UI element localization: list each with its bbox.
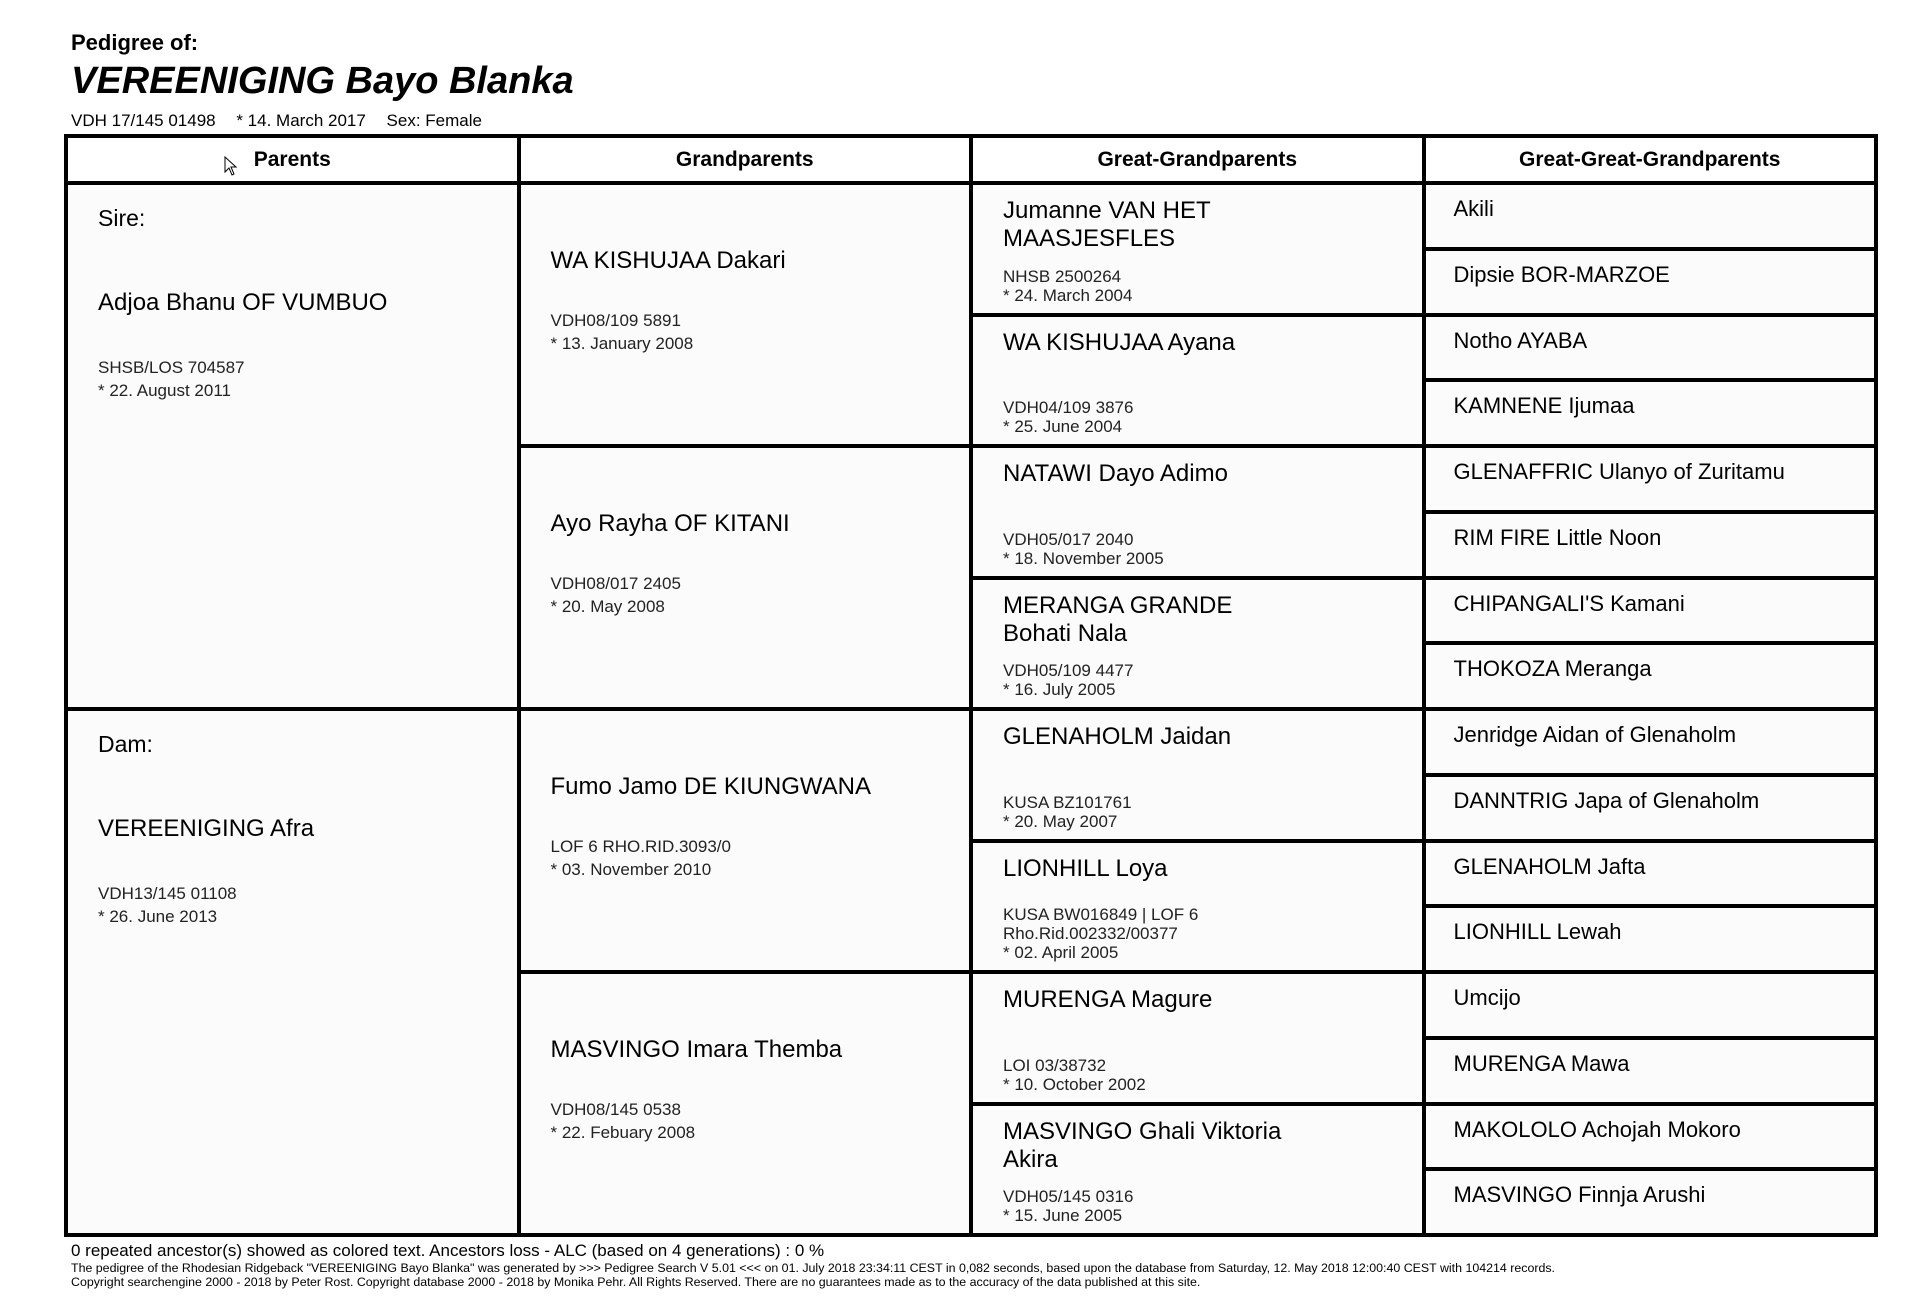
registration-number: VDH04/109 3876 [1003,398,1134,417]
registration-number: VDH05/145 0316 [1003,1187,1134,1206]
registration-number: LOF 6 RHO.RID.3093/0 [550,837,731,856]
registration-number: VDH08/017 2405 [550,574,681,593]
dog-details [1003,267,1272,305]
dog-name[interactable]: MASVINGO Imara Themba [550,1036,843,1063]
dog-name[interactable]: Fumo Jamo DE KIUNGWANA [550,773,871,800]
parent-label: Dam: [98,731,153,757]
great-great-grandparent-cell [1426,1106,1875,1168]
registration-number: KUSA BZ101761 [1003,792,1132,812]
great-grandparent-cell [973,711,1422,839]
great-grandparent-cell [973,185,1422,313]
great-great-grandparent-cell [1426,382,1875,444]
dog-name[interactable]: Dipsie BOR-MARZOE [1453,261,1670,287]
dog-name[interactable]: NATAWI Dayo Adimo [1003,460,1228,487]
great-great-grandparent-cell [1426,185,1875,247]
dog-name[interactable]: LIONHILL Loya [1003,854,1168,882]
column-header [68,138,517,181]
parent-label: Sire: [98,205,146,231]
dog-details [1003,905,1272,962]
dam-cell [68,711,517,1233]
dog-name[interactable]: LIONHILL Lewah [1453,919,1622,945]
dog-details [1003,530,1272,568]
dog-name[interactable]: MASVINGO Finnja Arushi [1453,1182,1706,1208]
column-header-label: Great-Grandparents [1097,147,1298,171]
dog-name[interactable]: MASVINGO Ghali Viktoria Akira [1003,1117,1282,1173]
registration-number: VDH08/145 0538 [550,1100,681,1119]
great-great-grandparent-cell [1426,317,1875,379]
birth-date: * 22. August 2011 [98,381,231,400]
great-great-grandparent-cell [1426,1040,1875,1102]
registration-number: VDH08/109 5891 [550,311,681,330]
dog-name[interactable]: GLENAHOLM Jafta [1453,853,1646,879]
dog-name[interactable]: CHIPANGALI'S Kamani [1453,590,1685,616]
dog-name[interactable]: THOKOZA Meranga [1453,656,1652,682]
sex: Sex: Female [386,111,482,130]
birth-date: * 20. May 2007 [1003,811,1118,831]
birth-date: * 03. November 2010 [550,860,712,879]
dog-name[interactable]: GLENAFFRIC Ulanyo of Zuritamu [1453,459,1785,484]
birth-date: * 20. May 2008 [550,597,665,616]
dog-name[interactable]: Ayo Rayha OF KITANI [550,510,790,537]
birth-date: * 24. March 2004 [1003,285,1133,305]
registration-number: LOI 03/38732 [1003,1055,1107,1075]
column-header-label: Grandparents [675,147,814,171]
birth-date: * 13. January 2008 [550,334,694,353]
grandparent-cell [521,448,970,707]
great-grandparent-cell [973,1106,1422,1234]
birth-date: * 10. October 2002 [1003,1074,1146,1094]
dog-name[interactable]: Adjoa Bhanu OF VUMBUO [98,289,388,316]
dog-name[interactable]: Akili [1453,196,1494,221]
great-great-grandparent-cell [1426,514,1875,576]
dog-details [1003,398,1272,436]
pedigree-label: Pedigree of: [71,30,199,55]
dog-name[interactable]: WA KISHUJAA Ayana [1003,328,1236,356]
page-title: VEREENIGING Bayo Blanka [71,60,574,102]
birth-date: * 02. April 2005 [1003,943,1119,962]
column-header-label: Parents [254,148,331,172]
great-great-grandparent-cell [1426,580,1875,642]
ancestor-summary: 0 repeated ancestor(s) showed as colored text. Ancestors loss - ALC (based on 4 generations) : 0 % [71,1241,825,1260]
registration-number: KUSA BW016849 | LOF 6 Rho.Rid.002332/00377 [1003,905,1199,943]
great-great-grandparent-cell [1426,251,1875,313]
birth-date: * 18. November 2005 [1003,548,1164,568]
copyright: Copyright searchengine 2000 - 2018 by Peter Rost. Copyright database 2000 - 2018 by Monika Pehr. All Rights Reserved. There are no guarantees made as to the accuracy of the data published at this site. [71,1275,1201,1289]
registration-number: SHSB/LOS 704587 [98,358,245,377]
dog-name[interactable]: RIM FIRE Little Noon [1453,524,1662,550]
dog-name[interactable]: MERANGA GRANDE Bohati Nala [1003,591,1233,647]
great-great-grandparent-cell [1426,711,1875,773]
birth-date: * 22. Febuary 2008 [550,1123,696,1142]
dog-name[interactable]: Notho AYABA [1453,327,1588,353]
great-great-grandparent-cell [1426,645,1875,707]
dog-name[interactable]: Umcijo [1453,985,1521,1010]
dog-details [1003,1187,1272,1225]
dog-meta [71,111,498,131]
great-great-grandparent-cell [1426,974,1875,1036]
birth-date: * 16. July 2005 [1003,680,1116,699]
registration-number: VDH05/017 2040 [1003,529,1134,549]
dog-details [1003,793,1272,831]
dog-name[interactable]: DANNTRIG Japa of Glenaholm [1453,787,1760,813]
pedigree-table [64,134,1878,1237]
dog-name[interactable]: VEREENIGING Afra [98,815,315,842]
great-great-grandparent-cell [1426,448,1875,510]
great-great-grandparent-cell [1426,777,1875,839]
great-grandparent-cell [973,843,1422,971]
grandparent-cell [521,711,970,970]
mouse-cursor-icon [224,156,238,182]
great-grandparent-cell [973,317,1422,445]
column-header [973,138,1422,181]
registration-number: VDH05/109 4477 [1003,661,1134,680]
dog-name[interactable]: MURENGA Mawa [1453,1050,1630,1076]
great-great-grandparent-cell [1426,843,1875,905]
dog-details [1003,661,1272,699]
great-grandparent-cell [973,448,1422,576]
great-great-grandparent-cell [1426,908,1875,970]
birth-date: * 26. June 2013 [98,907,218,926]
dog-name[interactable]: WA KISHUJAA Dakari [550,247,786,274]
great-grandparent-cell [973,580,1422,708]
dog-name[interactable]: MURENGA Magure [1003,986,1213,1013]
column-header-label: Great-Great-Grandparents [1519,147,1781,171]
birth-date: * 14. March 2017 [236,111,366,130]
dog-name[interactable]: Jumanne VAN HET MAASJESFLES [1003,197,1211,252]
birth-date: * 25. June 2004 [1003,417,1123,436]
dog-details [1003,1056,1272,1094]
great-grandparent-cell [973,974,1422,1102]
registration-number: VDH13/145 01108 [98,884,237,903]
dog-name[interactable]: GLENAHOLM Jaidan [1003,723,1232,750]
column-header [521,138,970,181]
birth-date: * 15. June 2005 [1003,1206,1123,1225]
grandparent-cell [521,185,970,444]
great-great-grandparent-cell [1426,1171,1875,1233]
dog-name[interactable]: Jenridge Aidan of Glenaholm [1453,722,1737,747]
registration-number: NHSB 2500264 [1003,266,1122,286]
grandparent-cell [521,974,970,1233]
dog-name[interactable]: MAKOLOLO Achojah Mokoro [1453,1116,1741,1142]
generation-info: The pedigree of the Rhodesian Ridgeback "VEREENIGING Bayo Blanka" was generated by >>> Pedigree Search V 5.01 <<< on 01. July 2018 23:34:11 CEST in 0,082 seconds, based upon the database from Saturday, 12. May 2018 12:00:40 CEST with 104214 records. [71,1261,1555,1275]
sire-cell [68,185,517,707]
registration-number: VDH 17/145 01498 [71,111,216,130]
column-header [1426,138,1875,181]
dog-name[interactable]: KAMNENE Ijumaa [1453,393,1635,419]
